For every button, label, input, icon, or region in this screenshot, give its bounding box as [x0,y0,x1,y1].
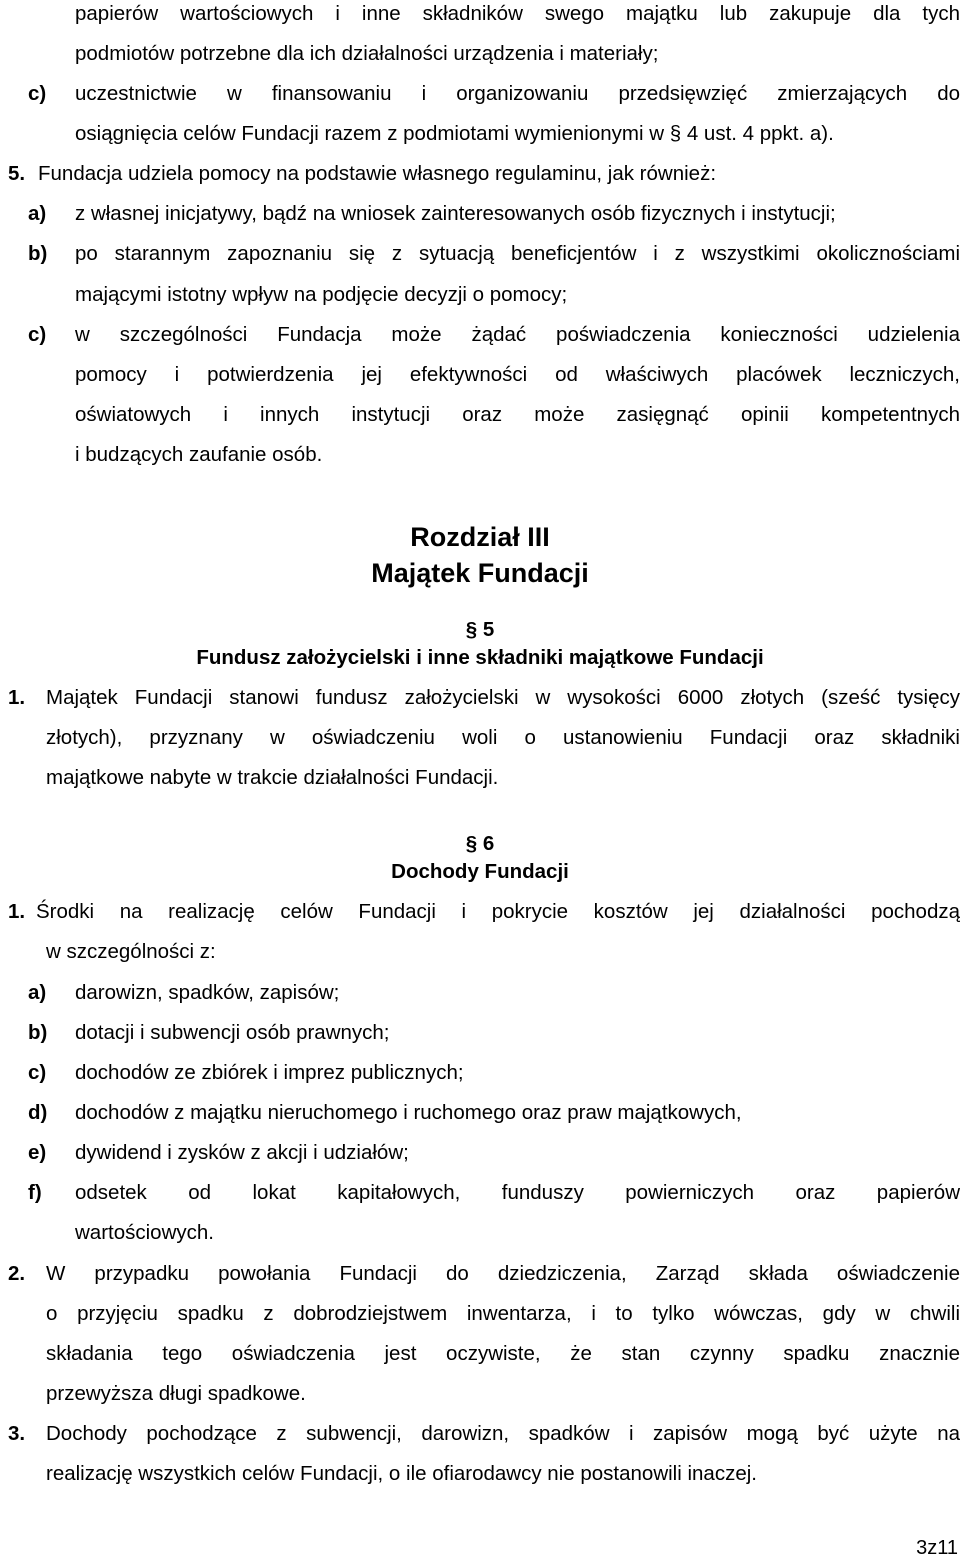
text-line: realizację wszystkich celów Fundacji, o ile ofiarodawcy nie postanowili inaczej. [46,1462,757,1485]
text-line: Majątek Fundacji stanowi fundusz założycielski w wysokości 6000 złotych (sześć tysięcy [46,686,960,709]
text-line: podmiotów potrzebne dla ich działalności urządzenia i materiały; [75,42,659,65]
text-line: majątkowe nabyte w trakcie działalności Fundacji. [46,766,499,789]
text-line: W przypadku powołania Fundacji do dziedziczenia, Zarząd składa oświadczenie [46,1262,960,1285]
chapter-subtitle: Majątek Fundacji [371,558,589,588]
list-label: a) [28,981,47,1004]
paragraph-number: 1. [8,900,26,923]
list-label: a) [28,202,47,225]
text-line: Środki na realizację celów Fundacji i pokrycie kosztów jej działalności pochodzą [36,900,960,923]
list-label: b) [28,242,48,265]
chapter-title: Rozdział III [410,522,550,552]
paragraph-number: 3. [8,1422,26,1445]
text-line: odsetek od lokat kapitałowych, funduszy powierniczych oraz papierów [75,1181,960,1204]
section-heading: § 6 [465,832,495,855]
list-label: d) [28,1101,48,1124]
text-line: wartościowych. [75,1221,214,1244]
text-line: o przyjęciu spadku z dobrodziejstwem inwentarza, i to tylko wówczas, gdy w chwili [46,1302,960,1325]
section-title: Fundusz założycielski i inne składniki majątkowe Fundacji [196,646,764,669]
text-line: oświatowych i innych instytucji oraz może zasięgnąć opinii kompetentnych [75,403,960,426]
text-line: pomocy i potwierdzenia jej efektywności od właściwych placówek leczniczych, [75,363,960,386]
list-label: e) [28,1141,47,1164]
text-line: papierów wartościowych i inne składników swego majątku lub zakupuje dla tych [75,2,960,25]
text-line: mającymi istotny wpływ na podjęcie decyzji o pomocy; [75,283,568,306]
text-line: w szczególności Fundacja może żądać poświadczenia konieczności udzielenia [75,323,960,346]
text-line: składania tego oświadczenia jest oczywiste, że stan czynny spadku znacznie [46,1342,960,1365]
section-title: Dochody Fundacji [391,860,569,883]
paragraph-number: 5. [8,162,26,185]
text-line: uczestnictwie w finansowaniu i organizowaniu przedsięwzięć zmierzających do [75,82,960,105]
text-line: po starannym zapoznaniu się z sytuacją beneficjentów i z wszystkimi okolicznościami [75,242,960,265]
section-heading: § 5 [465,618,495,641]
text-line: w szczególności z: [46,940,216,963]
text-line: przewyższa długi spadkowe. [46,1382,306,1405]
list-item: dotacji i subwencji osób prawnych; [75,1021,390,1044]
text-line: i budzących zaufanie osób. [75,443,323,466]
list-label: c) [28,323,47,346]
list-label: c) [28,82,47,105]
list-item: dochodów ze zbiórek i imprez publicznych; [75,1061,464,1084]
text-line: złotych), przyznany w oświadczeniu woli o ustanowieniu Fundacji oraz składniki [46,726,960,749]
list-item: darowizn, spadków, zapisów; [75,981,340,1004]
list-label: f) [28,1181,42,1204]
list-label: c) [28,1061,47,1084]
text-line: z własnej inicjatywy, bądź na wniosek zainteresowanych osób fizycznych i instytucji; [75,202,836,225]
list-label: b) [28,1021,48,1044]
list-item: dochodów z majątku nieruchomego i ruchomego oraz praw majątkowych, [75,1101,742,1124]
paragraph-number: 1. [8,686,26,709]
text-line: osiągnięcia celów Fundacji razem z podmiotami wymienionymi w § 4 ust. 4 ppkt. a). [75,122,834,145]
page-number: 3z11 [916,1537,958,1559]
list-item: dywidend i zysków z akcji i udziałów; [75,1141,409,1164]
text-line: Dochody pochodzące z subwencji, darowizn, spadków i zapisów mogą być użyte na [46,1422,960,1445]
paragraph-number: 2. [8,1262,26,1285]
text-line: Fundacja udziela pomocy na podstawie własnego regulaminu, jak również: [38,162,717,185]
